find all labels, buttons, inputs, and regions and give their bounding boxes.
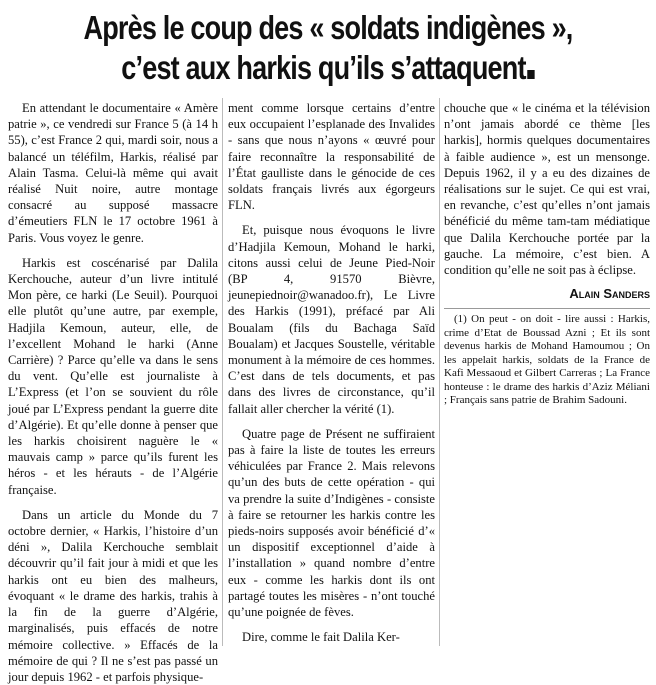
- article-headline: [59, 8, 597, 88]
- footnote-1: (1) On peut - on doit - lire aussi : Harkis, crime d’Etat de Boussad Azni ; Et ils sont devenus harkis de Mohand Hamoumou ; On les appelait harkis, soldats de la France de Kafi Messaoud et Gilbert Carreras ; La France honteuse : le drame des harkis d’Aziz Méliani ; Français sans patrie de Brahim Sadouni.: [444, 313, 650, 407]
- headline-line-2: [59, 48, 597, 88]
- footnotes: [444, 308, 650, 408]
- end-mark-icon: [527, 70, 534, 79]
- article-column-3: [444, 100, 650, 408]
- column-divider-1: [222, 98, 223, 646]
- col2-paragraph-1: ment comme lorsque certains d’entre eux occupaient l’esplanade des Invalides - sans que nous n’ayons « œuvré pour faire reconnaître la responsabilité de l’État gaulliste dans le génocide de ces soldats français livrés aux égorgeurs FLN.: [228, 101, 435, 213]
- author-signature: Alain Sanders: [569, 286, 650, 302]
- headline-line-1: Après le coup des « soldats indigènes »,: [83, 9, 573, 46]
- col2-paragraph-4: Dire, comme le fait Dalila Ker-: [242, 630, 400, 645]
- col1-paragraph-2: Harkis est coscénarisé par Dalila Kerchouche, auteur d’un livre intitulé Mon père, ce harki (Le Seuil). Pourquoi elle plutôt qu’une autre, par exemple, Hadjila Kemoun, auteur, elle, de l’excellent Mohand le harki (Anne Carrière) ? Parce qu’elle va dans le sens du vent. Qu’elle est journaliste à L’Express (et l’on se souvient du rôle joué par L’Express pendant la guerre dite d’Algérie). Et qu’elle donne à penser que les harkis choisirent naguère le « mauvais camp » parce qu’ils furent les héros - et les hérauts - de l’Algérie française.: [8, 255, 218, 497]
- column-divider-2: [439, 98, 440, 646]
- headline-line-2-text: c’est aux harkis qu’ils s’attaquent: [121, 49, 526, 86]
- col2-paragraph-3: Quatre page de Présent ne suffiraient pas à faire la liste de toutes les erreurs véhiculées par France 2. Mais relevons qu’un des buts de cette opération - qui va prendre la suite d’Indigènes - consiste à faire se retourner les harkis contre les pieds-noirs supposés avoir bénéficié d’« un dispositif exceptionnel d’aide à l’installation » quand nombre d’entre eux - comme les harkis dont ils ont partagé toutes les misères - n’ont touché qu’une poignée de fèves.: [228, 426, 435, 620]
- article-column-2: [228, 100, 435, 646]
- col2-paragraph-2: Et, puisque nous évoquons le livre d’Hadjila Kemoun, Mohand le harki, citons aussi celui de Jeune Pied-Noir (BP 4, 91570 Bièvre, jeunepiednoir@wanadoo.fr), Le Livre des Harkis (1991), préfacé par Ali Boualam (fils du Bachaga Saïd Boualam) et Jacques Soustelle, véritable monument à la mémoire de ces hommes. C’est dans de tels documents, et pas dans des livres de circonstance, qu’il fallait aller chercher la vérité (1).: [228, 223, 435, 416]
- article-column-1: [8, 100, 218, 685]
- col3-paragraph-1: chouche que « le cinéma et la télévision n’ont jamais abordé ce thème [les harkis], hormis quelques documentaires à faible audience », est un mensonge. Depuis 1962, il y a eu des dizaines de réalisations sur le sujet. Ce qui est vrai, en revanche, c’est qu’elles n’ont jamais bénéficié du même tam-tam médiatique que Dalila Kerchouche portée par la gauche. La mémoire, c’est bien. A condition qu’elle ne soit pas à éclipse.: [444, 101, 650, 278]
- col1-paragraph-3: Dans un article du Monde du 7 octobre dernier, « Harkis, l’histoire d’un déni », Dalila Kerchouche semblait découvrir qu’il fait jour à midi et que les harkis ont eu bien des malheurs, évoquant « le drame des harkis, trahis à la fin de la guerre d’Algérie, marginalisés, puis effacés de notre mémoire collective. » Effacés de la mémoire de qui ? Il ne s’est pas passé un jour depuis 1962 - et parfois physique-: [8, 507, 218, 684]
- col1-paragraph-1: En attendant le documentaire « Amère patrie », ce vendredi sur France 5 (à 14 h 55), c’est France 2 qui, mardi soir, nous a balancé un téléfilm, Harkis, réalisé par Alain Tasma. Celui-là même qui avait réalisé Nuit noire, autre montage consacré au supposé massacre d’émeutiers FLN le 17 octobre 1961 à Paris. Vous voyez le genre.: [8, 101, 218, 245]
